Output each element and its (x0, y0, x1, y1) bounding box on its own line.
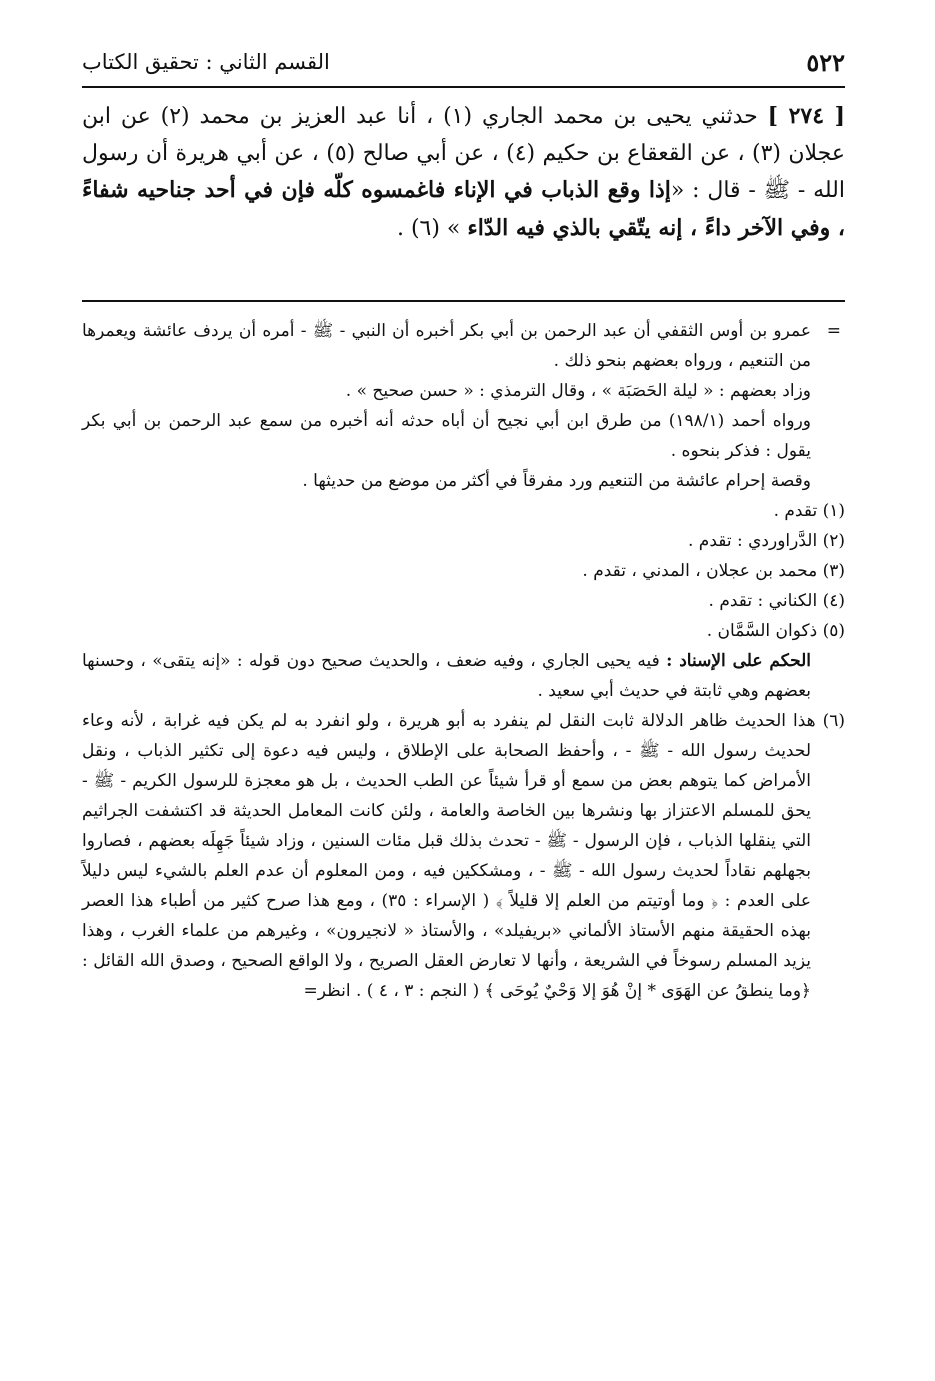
footnote-4: (٤) الكناني : تقدم . (708, 591, 845, 611)
note-line: وقصة إحرام عائشة من التنعيم ورد مفرقاً في أكثر من موضع من حديثها . (302, 471, 811, 491)
continuation-marker: = (826, 321, 841, 341)
continued-note-text: عمرو بن أوس الثقفي أن عبد الرحمن بن أبي بكر أخبره أن النبي - ﷺ - أمره أن يردف عائشة ويعمرها من التنعيم ، ورواه بعضهم بنحو ذلك . (82, 321, 811, 371)
isnad-ruling (82, 646, 845, 706)
footnote-divider (82, 300, 845, 302)
page-header (82, 46, 845, 88)
hadith-number: [ ٢٧٤ ] (767, 103, 846, 129)
hadith-end: » (٦) . (396, 215, 461, 241)
note-line: وزاد بعضهم : « ليلة الحَصَبَة » ، وقال الترمذي : « حسن صحيح » . (345, 381, 811, 401)
footnote-1: (١) تقدم . (773, 501, 845, 521)
footnote-2: (٢) الدَّراوردي : تقدم . (688, 531, 845, 551)
hadith-paragraph (82, 98, 845, 247)
footnote-6: (٦) هذا الحديث ظاهر الدلالة ثابت النقل لم ينفرد به أبو هريرة ، ولو انفرد به لم يكن فيه غرابة ، لأنه وعاء لحديث رسول الله - ﷺ - ، وأحفظ الصحابة على الإطلاق ، وليس فيه دعوة إلى تكثير الذباب ، ونقل الأمراض كما يتوهم بعض من سمع أو قرأ شيئاً عن الطب الحديث ، بل هو معجزة للرسول الكريم - ﷺ - يحق للمسلم الاعتزاز بها ونشرها بين الخاصة والعامة ، ولئن كانت المعامل الحديثة قد اكتشفت الجراثيم التي ينقلها الذباب ، فإن الرسول - ﷺ - تحدث بذلك قبل مئات السنين ، وزاد شيئاً جَهِلَه بعضهم ، فصاروا بجهلهم نقاداً لحديث رسول الله - ﷺ - ، ومشككين فيه ، ومن المعلوم أن عدم العلم بالشيء ليس دليلاً على العدم : ﴿ وما أوتيتم من العلم إلا قليلاً ﴾ ( الإسراء : ٣٥) ، ومع هذا صرح كثير من أطباء هذا العصر بهذه الحقيقة منهم الأستاذ الألماني «بريفيلد» ، والأستاذ « لانجيرون» ، وغيرهم من علماء الغرب ، وهذا يزيد المسلم رسوخاً في الشريعة ، وأنها لا تعارض العقل الصريح ، ولا الواقع الصحيح ، وصدق الله القائل : ﴿وما ينطقُ عن الهَوَى * إنْ هُوَ إلا وَحْيٌ يُوحَى ﴾ ( النجم : ٣ ، ٤ ) . انظر= (82, 711, 845, 1001)
running-title: القسم الثاني : تحقيق الكتاب (82, 50, 330, 74)
page-number: ٥٢٢ (806, 48, 845, 77)
isnad-ruling-text: فيه يحيى الجاري ، وفيه ضعف ، والحديث صحيح دون قوله : «إنه يتقى» ، وحسنها بعضهم وهي ثابتة في حديث أبي سعيد . (82, 651, 811, 701)
hadith-chain: حدثني يحيى بن محمد الجاري (١) ، أنا عبد العزيز بن محمد (٢) عن ابن عجلان (٣) ، عن القعقاع بن حكيم (٤) ، عن أبي صالح (٥) ، عن أبي هريرة أن رسول الله - ﷺ - قال : « (82, 104, 846, 203)
footnotes-section (82, 316, 845, 1006)
hadith-quote: إذا وقع الذباب في الإناء فاغمسوه كلّه فإن في أحد جناحيه شفاءً ، وفي الآخر داءً ، إنه يتّقي بالذي فيه الدّاء (82, 177, 845, 241)
note-line: ورواه أحمد (١٩٨/١) من طرق ابن أبي نجيح أن أباه حدثه أنه أخبره من سمع عبد الرحمن بن أبي بكر يقول : فذكر بنحوه . (82, 411, 811, 461)
hadith-text (82, 98, 845, 247)
footnote-5: (٥) ذكوان السَّمَّان . (706, 621, 845, 641)
isnad-ruling-label: الحكم على الإسناد : (666, 651, 812, 671)
footnote-3: (٣) محمد بن عجلان ، المدني ، تقدم . (582, 561, 845, 581)
continued-note (82, 316, 845, 376)
